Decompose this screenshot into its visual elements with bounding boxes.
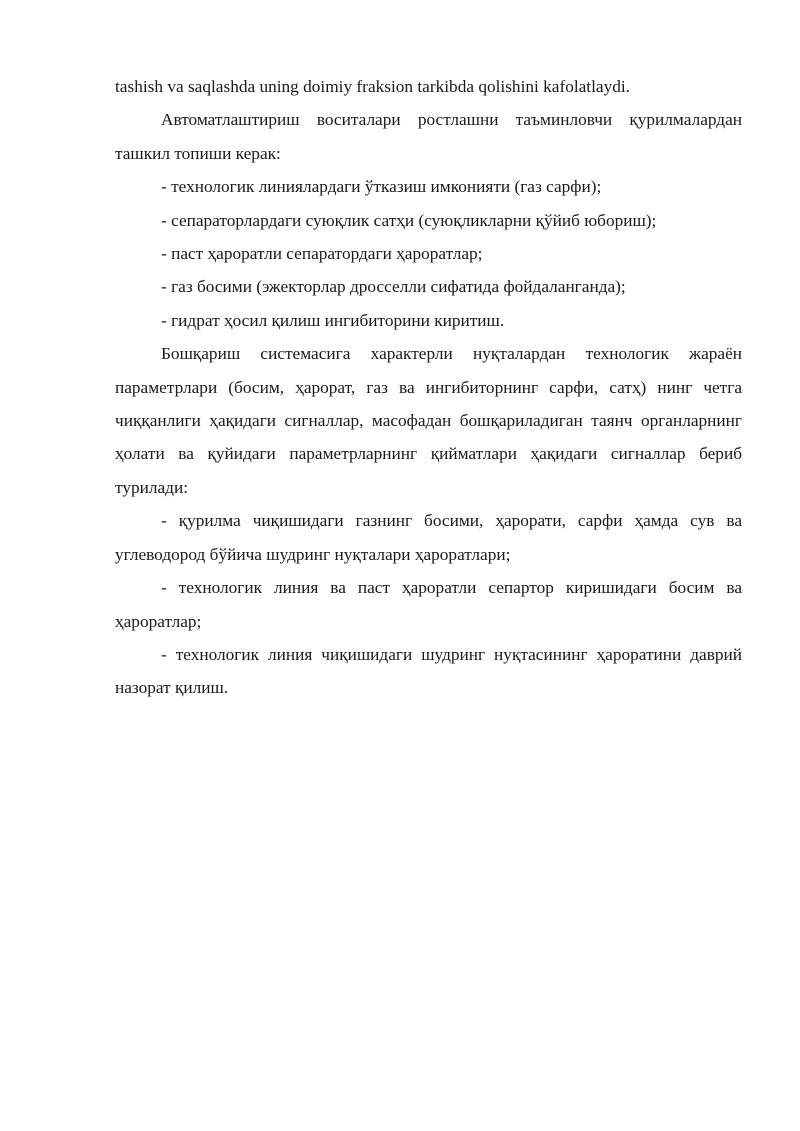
list-item-hydrate-inhibitor: - гидрат ҳосил қилиш ингибиторини киритиш. <box>161 310 505 330</box>
list-item-separator-inlet: - технологик линия ва паст ҳароратли сепартор киришидаги босим ва ҳароратлар; <box>115 578 742 631</box>
paragraph-control-system: Бошқариш системасига характерли нуқталардан технологик жараён параметрлари (босим, ҳарорат, газ ва ингибиторнинг сарфи, сатҳ) нинг четга чиққанлиги ҳақидаги сигналлар, масофадан бошқариладиган таянч органларнинг ҳолати ва қуйидаги параметрларнинг қийматлари ҳақидаги сигналлар бериб турилади: <box>115 344 742 497</box>
paragraph-automation-intro: Автоматлаштириш воситалари ростлашни таъминловчи қурилмалардан ташкил топиши керак: <box>115 110 742 163</box>
list-item-low-temp-separator: - паст ҳароратли сепаратордаги ҳароратлар; <box>161 244 483 264</box>
list-item-liquid-level: - сепараторлардаги суюқлик сатҳи (суюқликларни қўйиб юбориш); <box>161 210 657 230</box>
list-item-dew-point-control: - технологик линия чиқишидаги шудринг нуқтасининг ҳароратини даврий назорат қилиш. <box>115 644 742 698</box>
body-text <box>115 70 742 705</box>
list-item-gas-flow: - технологик линиялардаги ўтказиш имконияти (газ сарфи); <box>161 177 602 197</box>
paragraph-continuation: tashish va saqlashda uning doimiy fraksion tarkibda qolishini kafolatlaydi. <box>115 77 630 96</box>
list-item-outlet-gas: - қурилма чиқишидаги газнинг босими, ҳарорати, сарфи ҳамда сув ва углеводород бўйича шудринг нуқталари ҳароратлари; <box>115 511 742 564</box>
list-item-gas-pressure: - газ босими (эжекторлар дросселли сифатида фойдаланганда); <box>161 277 626 297</box>
